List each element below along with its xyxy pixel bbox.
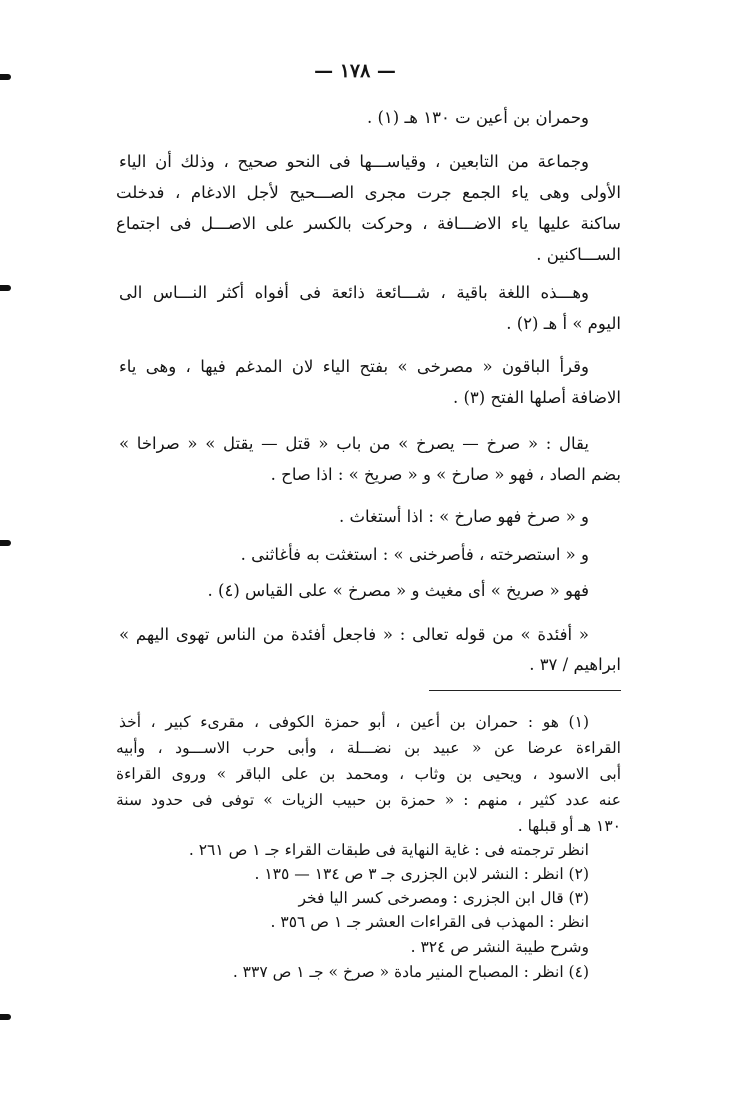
body-line: « أفئدة » من قوله تعالى : « فاجعل أفئدة من الناس تهوى اليهم »: [119, 625, 589, 644]
body-line: بضم الصاد ، فهو « صارخ » و « صريخ » : اذا صاح .: [270, 465, 621, 484]
scan-edge-mark: [0, 540, 11, 546]
footnote-line: (٤) انظر : المصباح المنير مادة « صرخ » جـ ١ ص ٣٣٧ .: [232, 963, 589, 981]
body-line: و « صرخ فهو صارخ » : اذا أستغاث .: [338, 507, 589, 526]
body-line: يقال : « صرخ — يصرخ » من باب « قتل — يقتل » « صراخا »: [119, 434, 589, 453]
body-line: و « استصرخته ، فأصرخنى » : استغثت به فأغاثنى .: [240, 545, 589, 564]
body-line: وهـــذه اللغة باقية ، شـــائعة ذائعة فى أفواه أكثر النـــاس الى: [119, 283, 589, 302]
body-line: الاضافة أصلها الفتح (٣) .: [452, 388, 621, 407]
body-line: اليوم » أ هـ (٢) .: [506, 314, 621, 333]
footnote-line: انظر ترجمته فى : غاية النهاية فى طبقات القراء جـ ١ ص ٢٦١ .: [188, 841, 589, 859]
footnote-line: وشرح طيبة النشر ص ٣٢٤ .: [410, 938, 589, 956]
footnote-line: انظر : المهذب فى القراءات العشر جـ ١ ص ٣٥٦ .: [270, 913, 589, 931]
footnote-line: عنه عدد كثير ، منهم : « حمزة بن حبيب الزيات » توفى فى حدود سنة: [116, 791, 621, 809]
page-number: — ١٧٨ —: [314, 60, 396, 82]
scan-edge-mark: [0, 74, 11, 80]
footnote-divider: [429, 690, 621, 691]
body-line: الســـاكنين .: [536, 245, 621, 264]
footnote-line: أبى الاسود ، ويحيى بن وثاب ، ومحمد بن على الباقر » وروى القراءة: [116, 765, 621, 783]
footnote-line: ١٣٠ هـ أو قبلها .: [517, 817, 621, 835]
footnote-line: (٢) انظر : النشر لابن الجزرى جـ ٣ ص ١٣٤ — ١٣٥ .: [254, 865, 589, 883]
scan-edge-mark: [0, 285, 11, 291]
body-line: الأولى وهى ياء الجمع جرت مجرى الصـــحيح لأجل الادغام ، فدخلت: [116, 183, 621, 202]
body-line: وجماعة من التابعين ، وقياســـها فى النحو صحيح ، وذلك أن الياء: [119, 152, 589, 171]
body-line: فهو « صريخ » أى مغيث و « مصرخ » على القياس (٤) .: [207, 581, 589, 600]
body-line: ابراهيم / ٣٧ .: [529, 655, 621, 674]
scan-edge-mark: [0, 1014, 11, 1020]
body-line: ساكنة عليها ياء الاضـــافة ، وحركت بالكسر على الاصـــل فى اجتماع: [116, 214, 621, 233]
body-line: وحمران بن أعين ت ١٣٠ هـ (١) .: [366, 108, 589, 127]
footnote-line: (٣) قال ابن الجزرى : ومصرخى كسر اليا فخر: [298, 889, 589, 907]
footnote-line: القراءة عرضا عن « عبيد بن نضـــلة ، وأبى حرب الاســـود ، وأبيه: [116, 739, 621, 757]
footnote-line: (١) هو : حمران بن أعين ، أبو حمزة الكوفى ، مقرىء كبير ، أخذ: [119, 713, 589, 731]
body-line: وقرأ الباقون « مصرخى » بفتح الياء لان المدغم فيها ، وهى ياء: [119, 357, 589, 376]
